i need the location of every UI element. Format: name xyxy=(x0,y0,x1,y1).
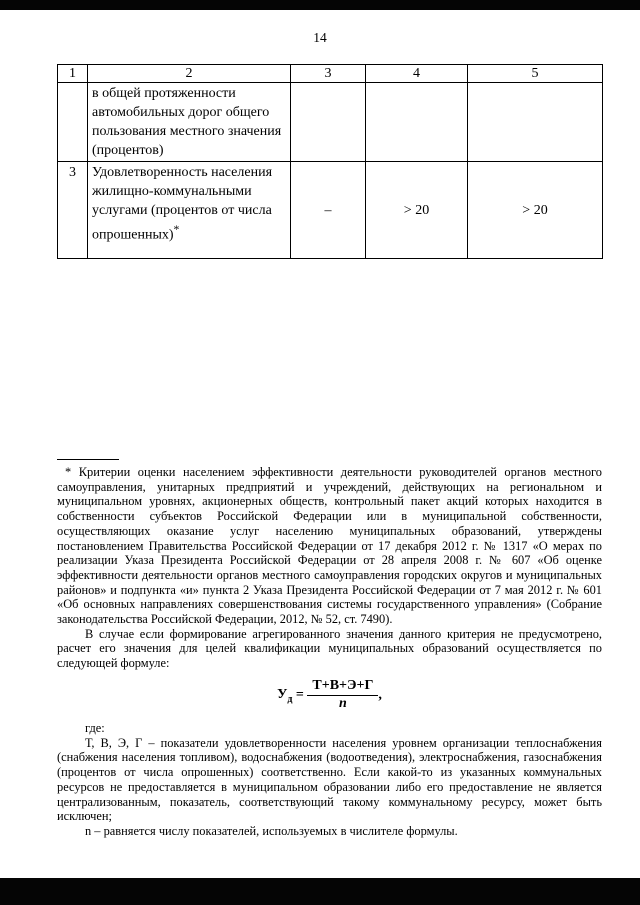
criteria-cell: в общей протяженности автомобильных дорог общего пользования местного значения (процентов) xyxy=(88,83,291,162)
page-number: 14 xyxy=(313,30,327,45)
value-cell xyxy=(468,83,603,162)
header-cell-1: 1 xyxy=(58,65,88,83)
header-cell-3: 3 xyxy=(291,65,366,83)
fraction-numerator: Т+В+Э+Г xyxy=(307,678,378,696)
table-row-continuation xyxy=(58,83,603,162)
value-cell: – xyxy=(291,162,366,259)
criteria-table xyxy=(57,64,603,259)
scan-artifact-top-bar xyxy=(0,0,640,10)
where-label: где: xyxy=(85,721,105,736)
footnote-separator-rule xyxy=(57,459,119,460)
scan-artifact-bottom-bar xyxy=(0,878,640,905)
table-row-3 xyxy=(58,162,603,259)
header-cell-2: 2 xyxy=(88,65,291,83)
row-number-cell xyxy=(58,83,88,162)
footnote-marker: * xyxy=(65,465,72,479)
formula-equals: = xyxy=(295,687,304,703)
table-header-row xyxy=(58,65,603,83)
criteria-cell xyxy=(88,162,291,259)
fraction-denominator: n xyxy=(339,695,347,711)
footnote-paragraph-1 xyxy=(57,465,602,627)
criteria-text: Удовлетворенность населения жилищно-коммунальными услугами (процентов от числа опрошенных) xyxy=(92,165,273,243)
value-cell xyxy=(366,83,468,162)
footnote-paragraph-3: Т, В, Э, Г – показатели удовлетворенности населения уровнем организации теплоснабжения (снабжения населения топливом), водоснабжения (водоотведения), электроснабжения, газоснабжения (процентов от числа опрошенных) соответственно. Если какой-то из указанных коммунальных ресурсов не предоставляется в муниципальном образовании либо его предоставление не является централизованным, показатель, соответствующий такому коммунальному ресурсу, может быть исключен; xyxy=(57,735,602,824)
header-cell-5: 5 xyxy=(468,65,603,83)
footnote-paragraph-2: В случае если формирование агрегированного значения данного критерия не предусмотрено, расчет его значения для целей квалификации муниципальных образований осуществляется по следующей формуле: xyxy=(57,626,602,671)
formula-trailing-comma: , xyxy=(378,687,382,703)
header-cell-4: 4 xyxy=(366,65,468,83)
value-cell: > 20 xyxy=(366,162,468,259)
formula-fraction xyxy=(307,678,378,712)
value-cell xyxy=(291,83,366,162)
row-number-cell: 3 xyxy=(58,162,88,259)
footnote-paragraph-4: n – равняется числу показателей, используемых в числителе формулы. xyxy=(85,823,458,838)
footnote-section xyxy=(57,459,602,839)
formula xyxy=(57,678,602,712)
formula-lhs: $У_д$ xyxy=(277,687,293,705)
footnote-reference-mark: * xyxy=(173,223,180,236)
value-cell: > 20 xyxy=(468,162,603,259)
formula-lhs-subscript: д xyxy=(287,693,293,705)
footnote-paragraph-1-text: Критерии оценки населением эффективности деятельности руководителей органов местного самоуправления, унитарных предприятий и учреждений, действующих на региональном и муниципальном уровнях, акционерных обществ, контрольный пакет акций которых находится в собственности субъектов Российской Федерации или в муниципальной собственности, осуществляющих оказание услуг населению муниципальных образований, утверждены постановлением Правительства Российской Федерации от 17 декабря 2012 г. № 1317 «О мерах по реализации Указа Президента Российской Федерации от 28 апреля 2008 г. № 607 «Об оценке эффективности деятельности органов местного самоуправления городских округов и муниципальных районов» и подпункта «и» пункта 2 Указа Президента Российской Федерации от 7 мая 2012 г. № 601 «Об основных направлениях совершенствования системы государственного управления» (Собрание законодательства Российской Федерации, 2012, № 52, ст. 7490). xyxy=(57,465,602,627)
